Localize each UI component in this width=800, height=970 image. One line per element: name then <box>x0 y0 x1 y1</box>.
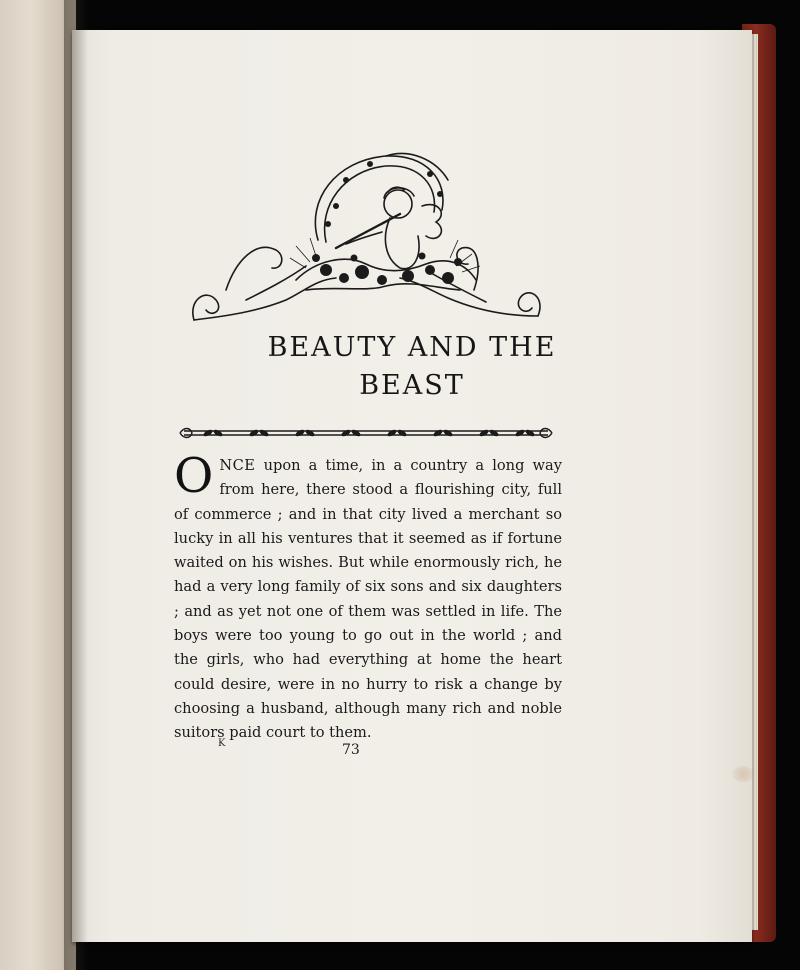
headpiece-illustration <box>186 140 546 330</box>
paragraph-body: upon a time, in a country a long way from here, there stood a flourishing city, full of commerce ; and in that city lived a merchant so lucky in all his ventures that it seemed as if fortune waited on his wishes. But while enormously rich, he had a very long family of six sons and six daughters ; and as yet not one of them was settled in life. The boys were too young to go out in the world ; and the girls, who had everything at home the heart could desire, were in no hurry to risk a change by choosing a husband, although many rich and noble suitors paid court to them. <box>174 457 562 742</box>
signature-mark: K <box>218 738 226 749</box>
lead-in-text: NCE <box>219 457 256 474</box>
page-number: 73 <box>342 742 360 758</box>
chapter-title-line-1: BEAUTY AND THE <box>267 332 557 363</box>
laurel-divider <box>178 423 554 443</box>
foxing-spot <box>732 766 754 782</box>
gutter-shadow <box>64 0 88 970</box>
story-paragraph <box>174 448 562 746</box>
drop-cap: O <box>174 448 214 504</box>
right-page <box>72 30 752 942</box>
chapter-title-line-2: BEAST <box>359 370 465 401</box>
